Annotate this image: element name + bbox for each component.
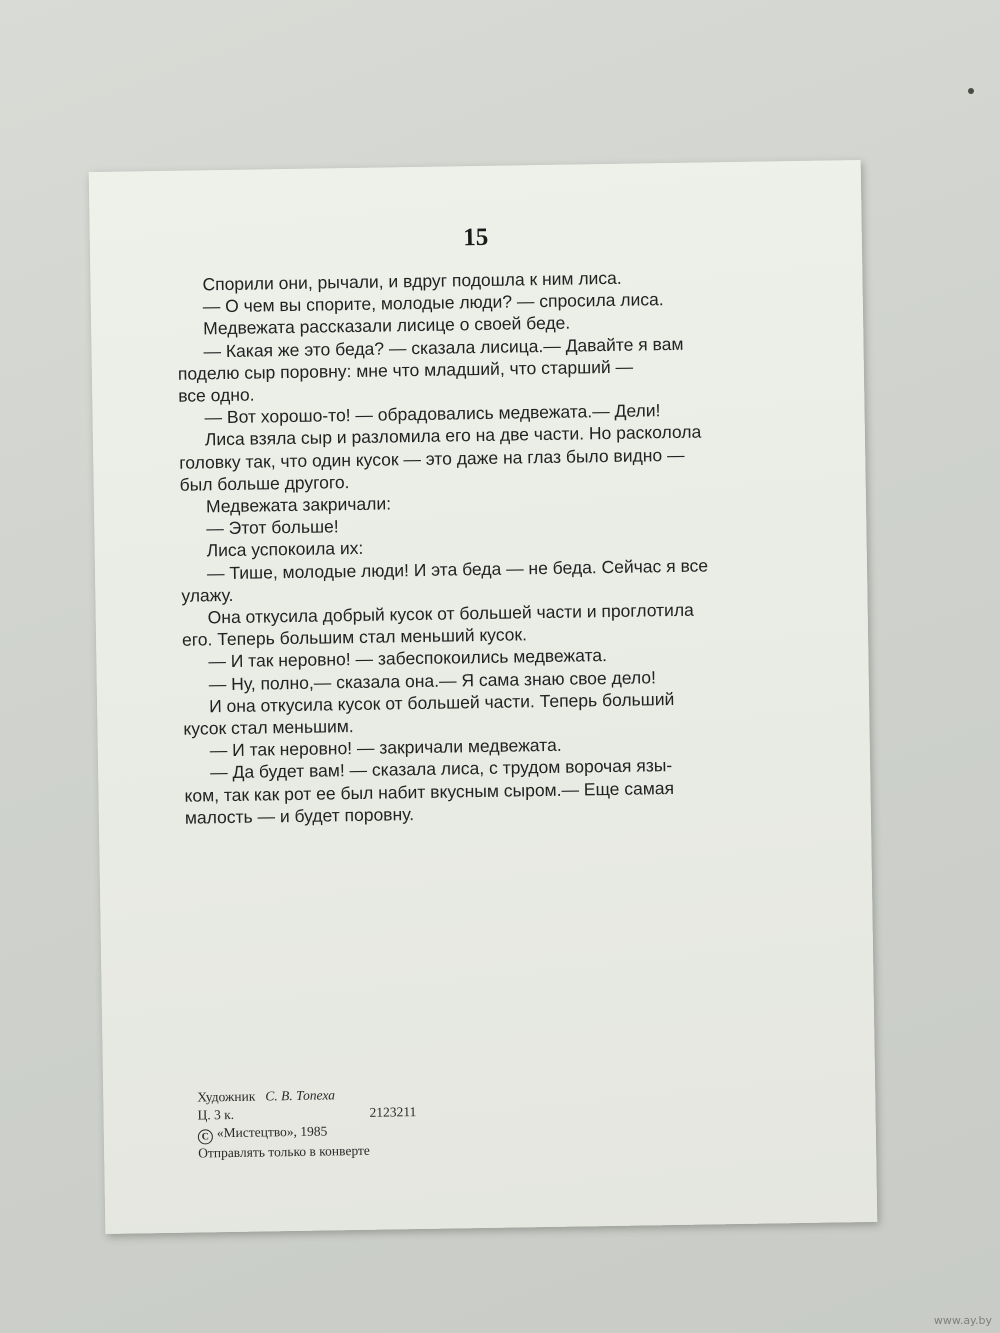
story-line: — И так неровно! — забеспокоились медвежата. [208, 645, 608, 672]
publisher-year: «Мистецтво», 1985 [216, 1123, 328, 1141]
site-watermark: www.ay.by [933, 1314, 992, 1327]
story-line: все одно. [178, 384, 255, 406]
artist-label: Художник [197, 1088, 256, 1105]
story-line: головку так, что один кусок — это даже на глаз было видно — [179, 444, 685, 473]
story-line: его. Теперь большим стал меньший кусок. [181, 624, 528, 650]
story-line: — Тише, молодые люди! И эта беда — не беда. Сейчас я все [206, 555, 709, 583]
story-line: ком, так как рот ее был набит вкусным сыром.— Еще самая [184, 777, 675, 806]
story-text [176, 264, 801, 829]
story-line: И она откусила кусок от большей части. Теперь больший [208, 688, 675, 717]
imprint-block [197, 1084, 498, 1163]
story-line: — Какая же это беда? — сказала лисица.— Давайте я вам [203, 333, 684, 361]
story-line: — Этот больше! [206, 516, 339, 539]
story-line: кусок стал меньшим. [183, 716, 354, 739]
print-code: 2123211 [369, 1104, 417, 1120]
story-line: — Ну, полно,— сказала она.— Я сама знаю свое дело! [208, 666, 657, 694]
story-line: поделю сыр поровну: мне что младший, что старший — [177, 356, 634, 384]
price: Ц. 3 к. [197, 1106, 235, 1123]
artist-name: С. В. Топеха [265, 1087, 336, 1104]
story-line: Медвежата закричали: [205, 493, 392, 517]
story-line: был больше другого. [179, 471, 350, 495]
story-line: Медвежата рассказали лисице о своей беде. [203, 312, 571, 339]
copyright-icon: C [198, 1129, 213, 1144]
page-number: 15 [463, 223, 489, 252]
story-line: улажу. [181, 584, 234, 606]
mailing-instruction: Отправлять только в конверте [198, 1142, 370, 1161]
postcard-back [89, 160, 878, 1234]
story-line: — И так неровно! — закричали медвежата. [209, 735, 562, 761]
story-line: Она откусила добрый кусок от большей части и проглотила [207, 599, 694, 628]
story-line: — О чем вы спорите, молодые люди? — спросила лиса. [202, 289, 664, 317]
dust-speck [968, 88, 974, 94]
story-line: — Да будет вам! — сказала лиса, с трудом ворочая язы- [209, 755, 673, 783]
story-line: малость — и будет поровну. [184, 803, 415, 828]
story-line: — Вот хорошо-то! — обрадовались медвежата.— Дели! [204, 400, 661, 428]
story-line: Лиса успокоила их: [206, 538, 364, 561]
story-line: Лиса взяла сыр и разломила его на две части. Но расколола [204, 421, 702, 450]
story-line: Спорили они, рычали, и вдруг подошла к ним лиса. [202, 267, 622, 295]
